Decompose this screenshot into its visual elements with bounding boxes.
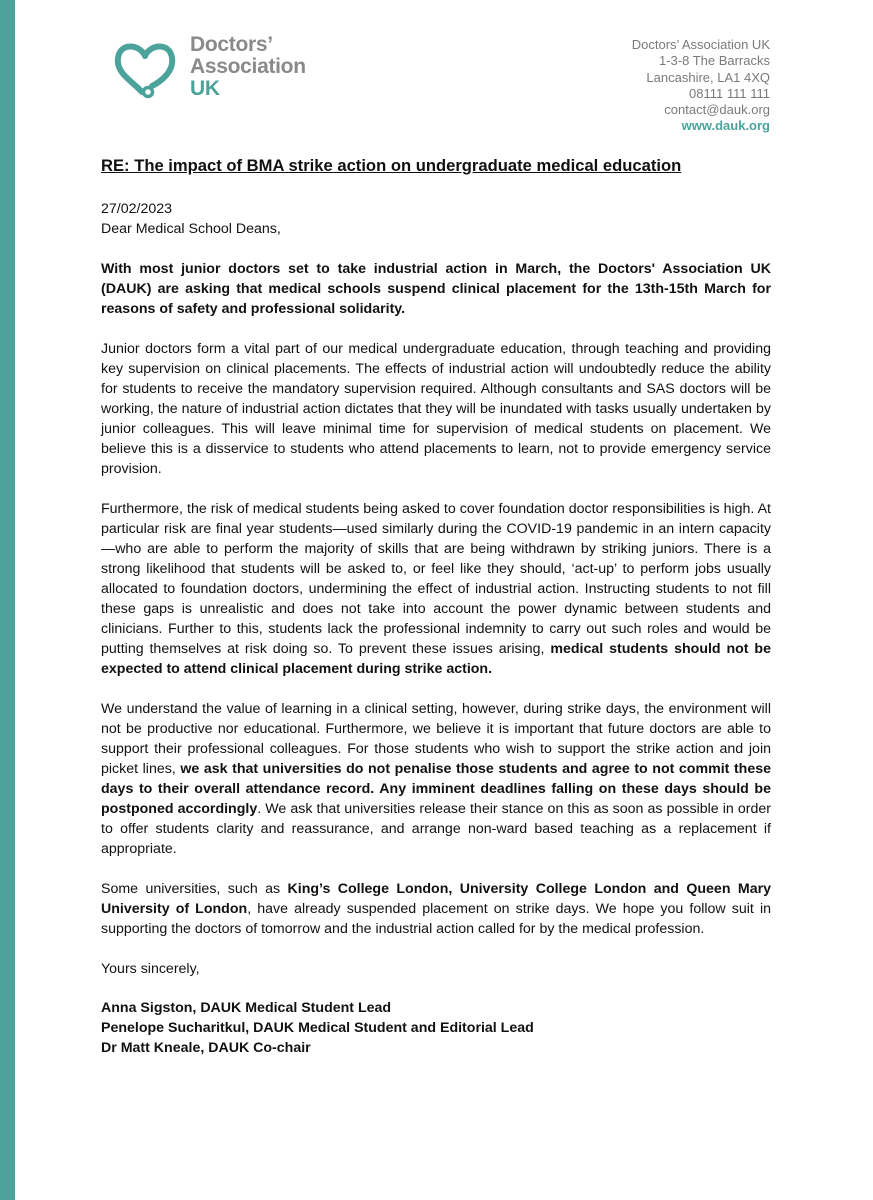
letter-date: 27/02/2023 (101, 201, 173, 217)
letter-salutation: Dear Medical School Deans, (101, 221, 281, 237)
address-website[interactable]: www.dauk.org (681, 118, 770, 134)
signatories (101, 998, 771, 1058)
signatory: Anna Sigston, DAUK Medical Student Lead (101, 1000, 392, 1016)
address-phone: 08111 111 111 (689, 85, 770, 101)
paragraph-attendance-emphasis: we ask that universities do not penalise those students and agree to not commit these days to their overall attendance record. Any imminent deadlines falling on these days should be postponed accordingly (101, 761, 772, 817)
logo-wordmark (190, 34, 306, 100)
paragraph-risk (101, 499, 771, 679)
signatory: Dr Matt Kneale, DAUK Co-chair (101, 1040, 311, 1056)
letter-closing: Yours sincerely, (101, 961, 200, 977)
side-accent-bar (0, 0, 15, 1200)
paragraph-supervision: Junior doctors form a vital part of our medical undergraduate education, through teaching and providing key supervision on clinical placements. The effects of industrial action will undoubtedly reduce the ability for students to receive the mandatory supervision required. Although consultants and SAS doctors will be working, the nature of industrial action dictates that they will be inundated with tasks usually undertaken by junior colleagues. This will leave minimal time for supervision of medical students on placement. We believe this is a disservice to students who attend placements to learn, not to provide emergency service provision. (101, 341, 771, 477)
signatory: Penelope Sucharitkul, DAUK Medical Student and Editorial Lead (101, 1020, 534, 1036)
paragraph-universities-start: Some universities, such as (101, 881, 281, 897)
letter-subject: RE: The impact of BMA strike action on undergraduate medical education (101, 156, 682, 175)
letter-body (101, 155, 771, 1058)
letterhead-address (632, 37, 770, 135)
paragraph-attendance-end: . We ask that universities release their stance on this as soon as possible in order to offer students clarity and reassurance, and arrange non-ward based teaching as a replacement if appropriate. (101, 801, 772, 857)
dauk-logo (112, 34, 322, 100)
address-org: Doctors’ Association UK (631, 37, 770, 52)
logo-line-2: Association (190, 55, 306, 78)
paragraph-risk-emphasis: medical students should not be expected to attend clinical placement during strike action. (101, 641, 771, 677)
paragraph-universities (101, 879, 771, 939)
paragraph-attendance-text: We understand the value of learning in a clinical setting, however, during strike days, the environment will not be productive nor educational. Furthermore, we believe it is important that future doctors are able to support their professional colleagues. For those students who wish to support the strike action and join picket lines, (101, 701, 771, 777)
intro-paragraph: With most junior doctors set to take industrial action in March, the Doctors' Association UK (DAUK) are asking that medical schools suspend clinical placement for the 13th-15th March for reasons of safety and professional solidarity. (101, 261, 771, 317)
address-street: 1-3-8 The Barracks (658, 53, 770, 69)
paragraph-universities-emphasis: King’s College London, University College London and Queen Mary University of London (101, 881, 771, 917)
paragraph-universities-end: , have already suspended placement on strike days. We hope you follow suit in supporting the doctors of tomorrow and the industrial action called for by the medical profession. (101, 901, 771, 937)
heart-stethoscope-icon (112, 36, 178, 100)
paragraph-risk-text: Furthermore, the risk of medical students being asked to cover foundation doctor responsibilities is high. At particular risk are final year students—used similarly during the COVID-19 pandemic in an intern capacity—who are able to perform the majority of skills that are being withdrawn by striking juniors. There is a strong likelihood that students will be asked to, or feel like they should, ‘act-up’ to perform jobs usually allocated to foundation doctors, undermining the effect of industrial action. Instructing students to not fill these gaps is unrealistic and does not take into account the power dynamic between students and clinicians. Further to this, students lack the professional indemnity to carry out such roles and would be putting themselves at risk doing so. To prevent these issues arising, (101, 501, 771, 657)
logo-line-3: UK (190, 77, 220, 100)
logo-line-1: Doctors’ (190, 33, 273, 56)
address-city: Lancashire, LA1 4XQ (646, 69, 770, 85)
paragraph-attendance (101, 699, 771, 859)
address-email[interactable]: contact@dauk.org (664, 102, 770, 118)
